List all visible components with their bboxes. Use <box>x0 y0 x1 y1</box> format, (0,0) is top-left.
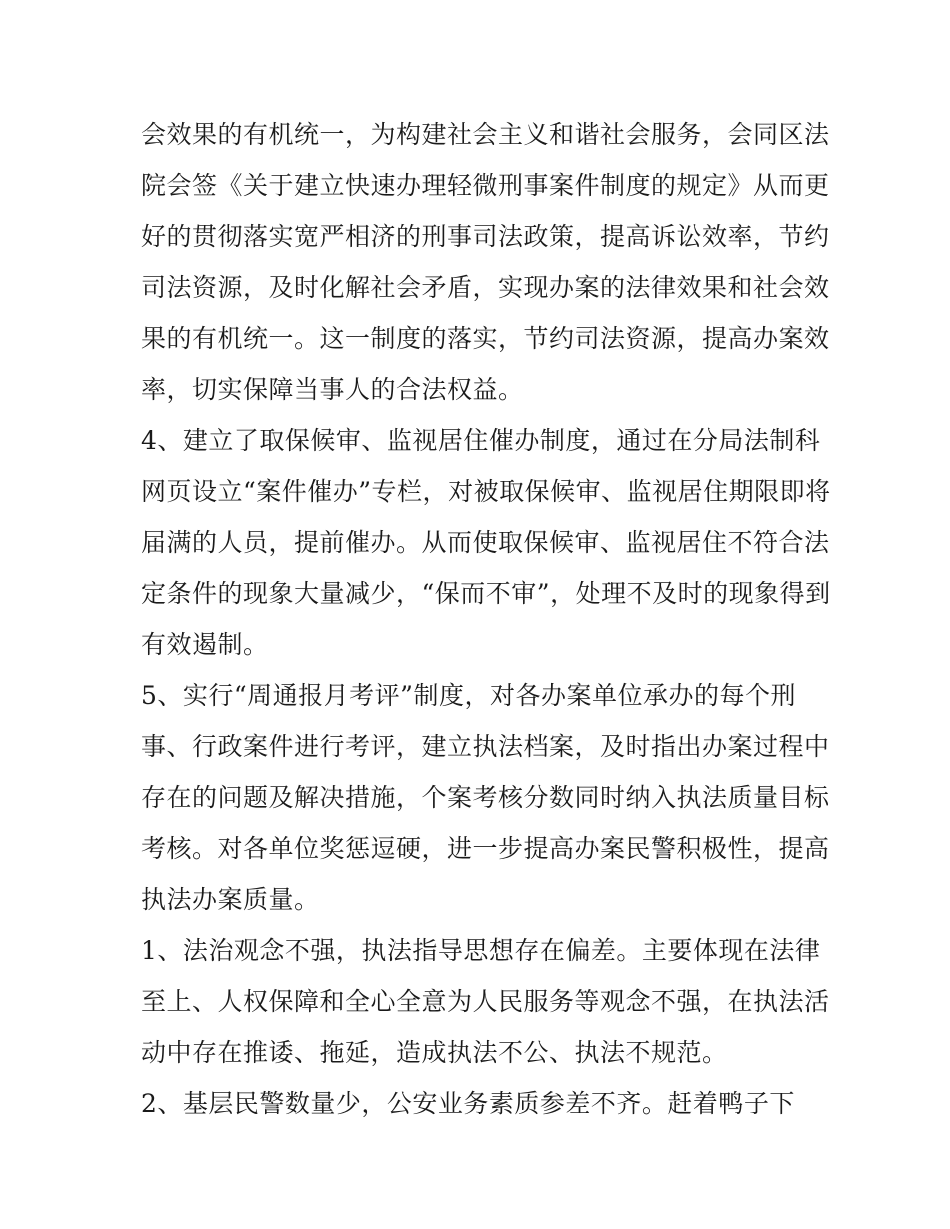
text-line: 至上、人权保障和全心全意为人民服务等观念不强，在执法活 <box>141 987 830 1016</box>
text-line: 届满的人员，提前催办。从而使取保候审、监视居住不符合法 <box>141 528 830 557</box>
text-line: 院会签《关于建立快速办理轻微刑事案件制度的规定》从而更 <box>141 171 830 200</box>
text-line: 5、实行“周通报月考评”制度，对各办案单位承办的每个刑 <box>141 681 796 710</box>
text-line: 网页设立“案件催办”专栏，对被取保候审、监视居住期限即将 <box>141 477 831 506</box>
text-line: 执法办案质量。 <box>141 885 320 914</box>
text-line: 定条件的现象大量减少，“保而不审”，处理不及时的现象得到 <box>141 579 831 608</box>
text-line: 存在的问题及解决措施，个案考核分数同时纳入执法质量目标 <box>141 783 830 812</box>
text-line: 事、行政案件进行考评，建立执法档案，及时指出办案过程中 <box>141 732 830 761</box>
text-line: 司法资源，及时化解社会矛盾，实现办案的法律效果和社会效 <box>141 273 830 302</box>
text-line: 动中存在推诿、拖延，造成执法不公、执法不规范。 <box>141 1038 728 1067</box>
text-line: 好的贯彻落实宽严相济的刑事司法政策，提高诉讼效率，节约 <box>141 222 830 251</box>
text-line: 1、法治观念不强，执法指导思想存在偏差。主要体现在法律 <box>141 936 821 965</box>
text-line: 2、基层民警数量少，公安业务素质参差不齐。赶着鸭子下 <box>141 1089 795 1118</box>
text-line: 会效果的有机统一，为构建社会主义和谐社会服务，会同区法 <box>141 120 830 149</box>
text-line: 考核。对各单位奖惩逗硬，进一步提高办案民警积极性，提高 <box>141 834 830 863</box>
text-line: 果的有机统一。这一制度的落实，节约司法资源，提高办案效 <box>141 324 830 353</box>
text-line: 有效遏制。 <box>141 630 269 659</box>
document-body <box>141 109 831 1129</box>
text-line: 4、建立了取保候审、监视居住催办制度，通过在分局法制科 <box>141 426 821 455</box>
text-line: 率，切实保障当事人的合法权益。 <box>141 375 524 404</box>
